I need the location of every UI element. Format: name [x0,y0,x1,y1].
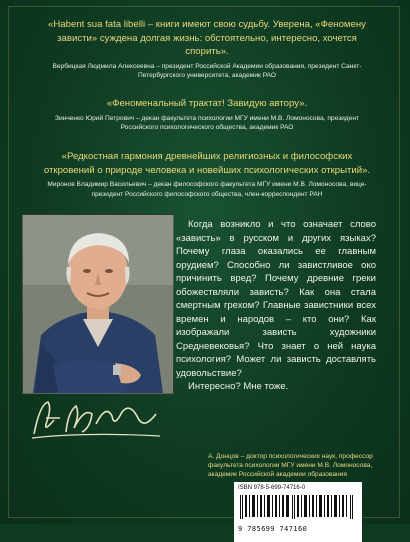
isbn-label: ISBN 978-5-699-74716-0 [238,485,306,491]
description-paragraph-2: Интересно? Мне тоже. [188,381,289,392]
author-signature [26,394,166,444]
quote-text: «Феноменальный трактат! Завидую автору». [106,98,308,109]
review-quote-1 [42,18,372,81]
quote-author: Миронов Владимир Васильевич – декан философского факультета МГУ имени М.В. Ломоносова, вице-президент Российского философского общества, член-корреспондент РАН [47,181,367,198]
author-bio: А. Донцов – доктор психологических наук, профессор факультета психологии МГУ имени М.В. Ломоносова, академик Российской академии образования [208,453,373,479]
quote-text: «Редкостная гармония древнейших религиозных и философских откровений о природе человека и новейших психологических открытий». [43,151,371,176]
quote-author: Зинченко Юрий Петрович – декан факультета психологии МГУ имени М.В. Ломоносова, президент Российского психологического общества, академик РАО [55,114,359,131]
barcode-icon [238,495,358,519]
author-photo [22,214,174,394]
description-paragraph-1: Когда возникло и что означает слово «зависть» в русском и других языках? Почему глаза оказались ее главным орудием? Способно ли завистливое око причинить вред? Почему древние греки обожествляли зависть? Как она стала смертным грехом? Главные завистники всех времен и народов – кто они? Как изображали зависть художники Средневековья? Что знает о ней наука психология? Может ли зависть доставлять удовольствие? [176,219,376,379]
isbn-number: 9 785699 747160 [238,525,308,533]
review-quote-3 [42,150,372,199]
review-quote-2 [42,97,372,133]
quote-text: «Habent sua fata libelli – книги имеют свою судьбу. Уверена, «Феномену зависти» суждена долгая жизнь: обстоятельно, интересно, хочется спорить». [48,19,366,57]
quote-author: Вербицкая Людмила Алексеевна – президент Российской Академии образования, президент Санкт-Петербургского университета, академик РАО [52,62,362,79]
book-description [176,218,376,394]
isbn-barcode [234,482,362,542]
